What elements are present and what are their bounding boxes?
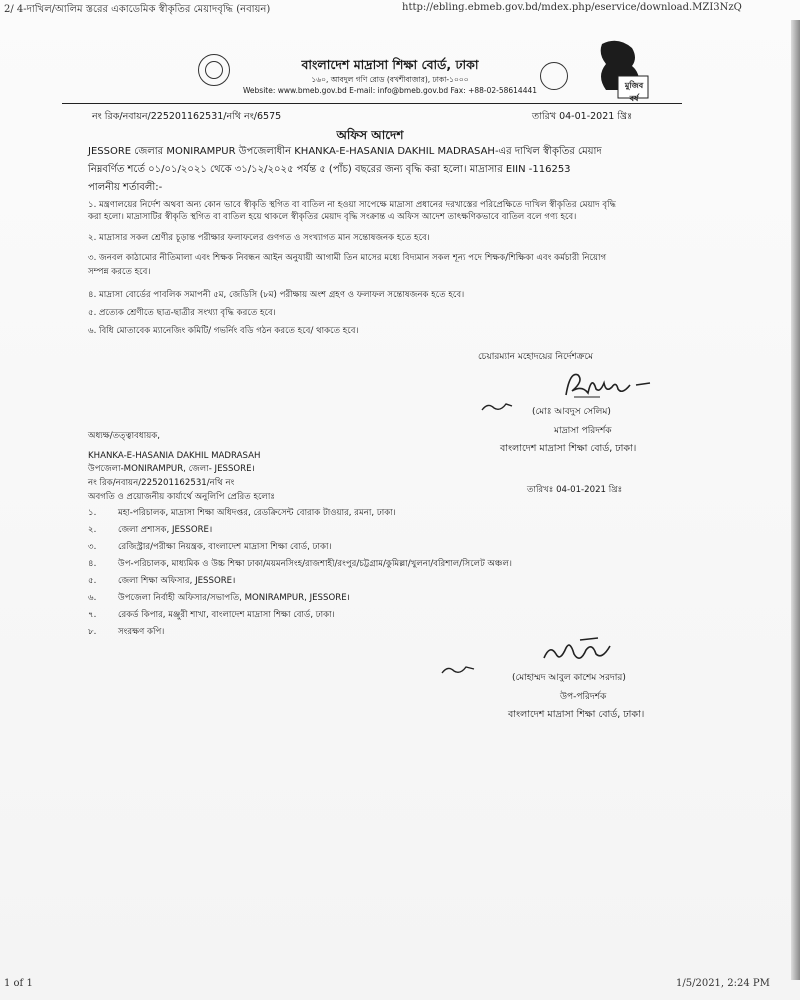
letterhead-divider xyxy=(62,103,682,104)
by-order-text: চেয়ারম্যান মহোদয়ের নির্দেশক্রমে xyxy=(478,352,593,362)
org-name: বাংলাদেশ মাদ্রাসা শিক্ষা বোর্ড, ঢাকা xyxy=(301,57,479,72)
copy-item xyxy=(88,524,688,541)
copy-item-number: ১. xyxy=(88,508,97,518)
recipient-name: KHANKA-E-HASANIA DAKHIL MADRASAH xyxy=(88,451,261,461)
copy-heading: অবগতি ও প্রয়োজনীয় কার্যার্থে অনুলিপি প্রেরিত হলোঃ xyxy=(88,492,275,502)
org-contact: Website: www.bmeb.gov.bd E-mail: info@bmeb.gov.bd Fax: +88-02-58614441 xyxy=(242,86,538,95)
copy-item xyxy=(88,541,688,558)
copy-item xyxy=(88,558,688,575)
copy-item xyxy=(88,507,688,524)
initials-mark-1 xyxy=(480,399,514,418)
memo-date: তারিখ 04-01-2021 খ্রিঃ xyxy=(532,111,633,122)
org-address: ১৬০, আবদুল গণি রোড (বখশীবাজার), ঢাকা-১০০০ xyxy=(311,75,469,84)
condition-line: ৪. মাদ্রাসা বোর্ডের পাবলিক সমাপনী ৫ম, জেডিসি (৮ম) পরীক্ষায় অংশ গ্রহণ ও ফলাফল সন্তোষজনক হতে হবে। xyxy=(88,290,465,300)
copy-item-number: ৪. xyxy=(88,559,97,569)
condition-line: সম্পন্ন করতে হবে। xyxy=(88,267,151,277)
intro-line-1: JESSORE জেলার MONIRAMPUR উপজেলাধীন KHANKA-E-HASANIA DAKHIL MADRASAH-এর দাখিল স্বীকৃতির মেয়াদ xyxy=(88,146,602,157)
condition-6 xyxy=(88,325,688,337)
page-title: অফিস আদেশ xyxy=(336,128,404,142)
copy-list xyxy=(88,507,688,643)
signature-inspector xyxy=(560,367,656,407)
conditions-heading: পালনীয় শর্তাবলী:- xyxy=(88,182,163,193)
condition-4 xyxy=(88,289,688,301)
initials-mark-2 xyxy=(440,662,476,681)
condition-line: ৬. বিধি মোতাবেক ম্যানেজিং কমিটি/ গভর্নিং বডি গঠন করতে হবে/ থাকতে হবে। xyxy=(88,326,359,336)
condition-line: ৩. জনবল কাঠামোর নীতিমালা এবং শিক্ষক নিবন্ধন আইন অনুযায়ী আগামী তিন মাসের মধ্যে বিদ্যমান সকল শূন্য পদে শিক্ষক/শিক্ষিকা এবং কর্মচারী নিয়োগ xyxy=(88,253,607,263)
print-url: http://ebling.ebmeb.gov.bd/mdex.php/eservice/download.MZI3NzQ xyxy=(402,2,742,13)
condition-1 xyxy=(88,199,688,223)
copy-item-text: রেকর্ড কিপার, মঞ্জুরী শাখা, বাংলাদেশ মাদ্রাসা শিক্ষা বোর্ড, ঢাকা। xyxy=(118,610,335,620)
copy-item-text: উপজেলা নির্বাহী অফিসার/সভাপতি, MONIRAMPUR, JESSORE। xyxy=(118,593,350,603)
condition-line: ১. মন্ত্রণালয়ের নির্দেশ অথবা অন্য কোন ভাবে স্বীকৃতি স্থগিত বা বাতিল না হওয়া সাপেক্ষে মাদ্রাসা প্রধানের দরখাস্তের পরিপ্রেক্ষিতে দাখিল স্বীকৃতির মেয়াদ বৃদ্ধি xyxy=(88,200,616,210)
page-counter: 1 of 1 xyxy=(4,978,33,989)
board-logo-icon xyxy=(198,54,230,86)
government-seal-icon xyxy=(540,62,568,90)
copy-item-text: জেলা শিক্ষা অফিসার, JESSORE। xyxy=(118,576,236,586)
signatory-1-designation: মাদ্রাসা পরিদর্শক xyxy=(554,426,612,436)
copy-item xyxy=(88,592,688,609)
scan-edge-shadow xyxy=(791,20,800,980)
copy-memo-date: তারিখঃ 04-01-2021 খ্রিঃ xyxy=(527,485,623,495)
condition-5 xyxy=(88,307,688,319)
signatory-1-name: (মোঃ আবদুস সেলিম) xyxy=(532,407,611,417)
copy-item-number: ৭. xyxy=(88,610,97,620)
copy-item xyxy=(88,609,688,626)
recipient-salutation: অধ্যক্ষ/তত্ত্বাবধায়ক, xyxy=(88,431,161,441)
intro-line-2: নিম্নবর্ণিত শর্তে ০১/০১/২০২১ থেকে ৩১/১২/২০২৫ পর্যন্ত ৫ (পাঁচ) বছরের জন্য বৃদ্ধি করা হলো। মাদ্রাসার EIIN -116253 xyxy=(88,164,571,175)
copy-item xyxy=(88,575,688,592)
signatory-2-designation: উপ-পরিদর্শক xyxy=(560,692,607,702)
condition-line: ২. মাদ্রাসার সকল শ্রেণীর চূড়ান্ত পরীক্ষার ফলাফলের গুণগত ও সংখ্যাগত মান সন্তোষজনক হতে হবে। xyxy=(88,233,430,243)
mujib-badge-text: মুজিব বর্ষ xyxy=(624,81,644,103)
copy-item-number: ৩. xyxy=(88,542,97,552)
condition-3 xyxy=(88,252,688,278)
copy-item-text: রেজিস্ট্রার/পরীক্ষা নিয়ন্ত্রক, বাংলাদেশ মাদ্রাসা শিক্ষা বোর্ড, ঢাকা। xyxy=(118,542,332,552)
mujib-borsho-logo xyxy=(592,40,650,102)
print-datetime: 1/5/2021, 2:24 PM xyxy=(676,978,770,989)
copy-item-number: ৬. xyxy=(88,593,97,603)
memo-number: নং রিক/নবায়ন/225201162531/নথি নং/6575 xyxy=(92,111,282,122)
copy-memo-number: নং রিক/নবায়ন/225201162531/নথি নং xyxy=(88,478,235,488)
print-title: 2/ 4-দাখিল/আলিম স্তরের একাডেমিক স্বীকৃতির মেয়াদবৃদ্ধি (নবায়ন) xyxy=(4,4,271,15)
signatory-1-org: বাংলাদেশ মাদ্রাসা শিক্ষা বোর্ড, ঢাকা। xyxy=(500,443,637,454)
print-header xyxy=(0,0,800,18)
signatory-2-org: বাংলাদেশ মাদ্রাসা শিক্ষা বোর্ড, ঢাকা। xyxy=(508,709,645,720)
condition-2 xyxy=(88,232,688,244)
signatory-2-name: (মোহাম্মদ আবুল কাশেম সরদার) xyxy=(512,673,626,683)
copy-item-number: ২. xyxy=(88,525,97,535)
condition-line: করা হলো। মাদ্রাসাটির স্বীকৃতি স্থগিত বা বাতিল হয়ে থাকলে স্বীকৃতির মেয়াদ বৃদ্ধি সংক্রান্ত এ অফিস আদেশ তাৎক্ষণিকভাবে বাতিল বলে গণ্য হবে। xyxy=(88,212,577,222)
copy-item-text: সংরক্ষণ কপি। xyxy=(118,627,165,637)
signature-deputy-inspector xyxy=(540,636,620,674)
recipient-address: উপজেলা-MONIRAMPUR, জেলা- JESSORE। xyxy=(88,464,255,474)
condition-line: ৫. প্রত্যেক শ্রেণীতে ছাত্র-ছাত্রীর সংখ্যা বৃদ্ধি করতে হবে। xyxy=(88,308,276,318)
copy-item-number: ৫. xyxy=(88,576,97,586)
copy-item-text: উপ-পরিচালক, মাধ্যমিক ও উচ্চ শিক্ষা ঢাকা/ময়মনসিংহ/রাজশাহী/রংপুর/চট্টগ্রাম/কুমিল্লা/খুলনা/বরিশাল/সিলেট অঞ্চল। xyxy=(118,559,512,569)
copy-item-number: ৮. xyxy=(88,627,97,637)
copy-item-text: জেলা প্রশাসক, JESSORE। xyxy=(118,525,213,535)
copy-item-text: মহা-পরিচালক, মাদ্রাসা শিক্ষা অধিদপ্তর, রেডক্রিসেন্ট বোরাক টাওয়ার, রমনা, ঢাকা। xyxy=(118,508,396,518)
